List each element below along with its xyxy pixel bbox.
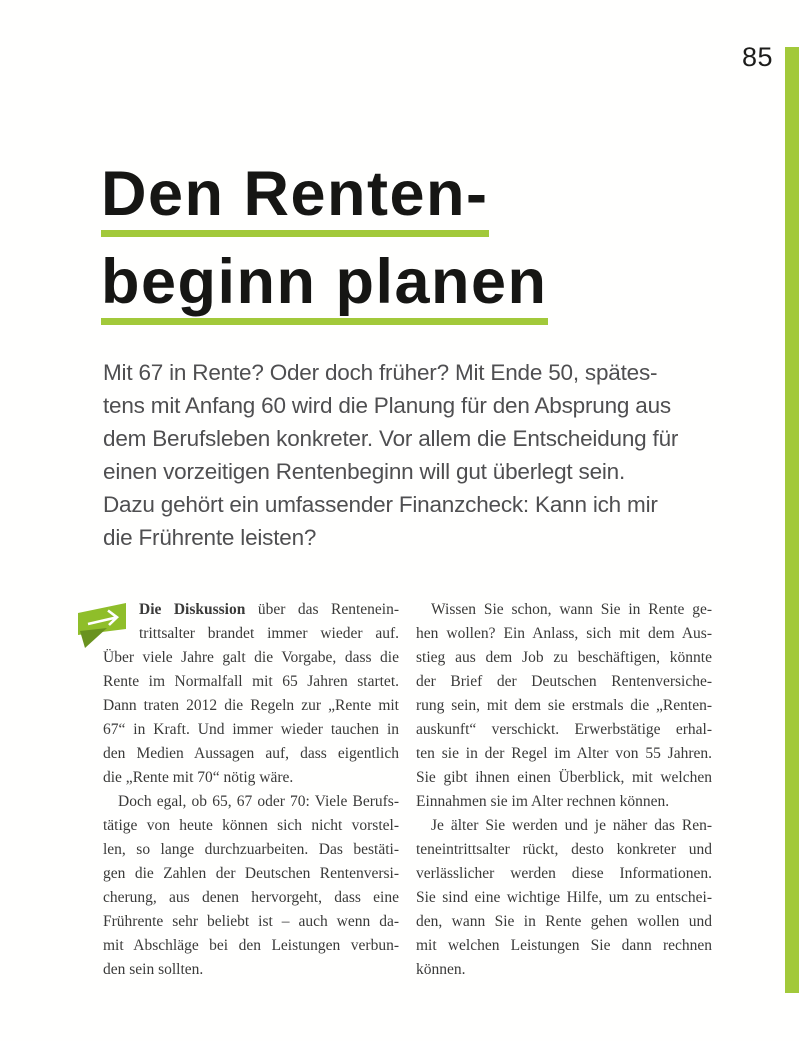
lead-in-bold: Die Diskussion	[139, 601, 246, 618]
body-line: Wissen Sie schon, wann Sie in Rente ge-	[431, 601, 712, 618]
body-line: Einnahmen sie im Alter rechnen können.	[416, 793, 670, 810]
body-line: Doch egal, ob 65, 67 oder 70: Viele Berufs-	[118, 793, 399, 810]
intro-line: Dazu gehört ein umfassender Finanzcheck: Kann ich mir	[103, 492, 658, 517]
body-line: ten sie in der Regel im Alter von 55 Jahren.	[416, 745, 712, 762]
intro-line: dem Berufsleben konkreter. Vor allem die Entscheidung für	[103, 426, 679, 451]
intro-paragraph	[103, 356, 743, 554]
title-line-1: Den Renten-	[101, 163, 489, 237]
body-line: den Medien Aussagen auf, dass eigentlich	[103, 745, 399, 762]
body-line: teneintrittsalter rückt, desto konkreter und	[416, 841, 712, 858]
body-line: trittsalter brandet immer wieder auf.	[139, 625, 399, 642]
body-line: len, so lange durchzuarbeiten. Das bestäti-	[103, 841, 399, 858]
body-column-right	[416, 598, 712, 982]
title-line-2: beginn planen	[101, 251, 548, 325]
body-line: mit Abschläge bei den Leistungen verbun-	[103, 937, 399, 954]
body-line: Rente im Normalfall mit 65 Jahren startet.	[103, 673, 399, 690]
body-line: Frührente sehr beliebt ist – auch wenn da-	[103, 913, 399, 930]
edge-accent-bar	[785, 47, 799, 993]
body-line: Sie gibt ihnen einen Überblick, mit welchen	[416, 769, 712, 786]
body-line	[103, 598, 399, 622]
page-number: 85	[741, 42, 773, 72]
body-line: Über viele Jahre galt die Vorgabe, dass die	[103, 649, 399, 666]
body-line: den, wann Sie in Rente gehen wollen und	[416, 913, 712, 930]
body-line: rung sein, mit dem sie erstmals die „Renten-	[416, 697, 712, 714]
intro-line: Mit 67 in Rente? Oder doch früher? Mit Ende 50, spätes-	[103, 360, 658, 385]
body-line: mit welchen Leistungen Sie dann rechnen	[416, 937, 712, 954]
body-columns	[103, 598, 713, 982]
intro-line: tens mit Anfang 60 wird die Planung für den Absprung aus	[103, 393, 671, 418]
body-line: können.	[416, 961, 466, 978]
body-line: den sein sollten.	[103, 961, 204, 978]
body-line: 67“ in Kraft. Und immer wieder tauchen in	[103, 721, 399, 738]
body-line: verlässlicher werden diese Informationen.	[416, 865, 712, 882]
body-line-text: über das Rentenein-	[245, 601, 399, 618]
body-line: Sie sind eine wichtige Hilfe, um zu entschei-	[416, 889, 712, 906]
body-line: auskunft“ verschickt. Erwerbstätige erhal-	[416, 721, 712, 738]
body-line: der Brief der Deutschen Rentenversiche-	[416, 673, 712, 690]
intro-line: einen vorzeitigen Rentenbeginn will gut überlegt sein.	[103, 459, 626, 484]
arrow-right-flag-icon	[76, 601, 128, 651]
body-column-left	[103, 598, 399, 982]
body-line: Dann traten 2012 die Regeln zur „Rente mit	[103, 697, 399, 714]
intro-line: die Frührente leisten?	[103, 525, 317, 550]
body-line: gen die Zahlen der Deutschen Rentenversi-	[103, 865, 399, 882]
body-line: cherung, aus denen hervorgeht, dass eine	[103, 889, 399, 906]
page-title	[101, 159, 548, 339]
body-line: tätige von heute können sich nicht vorstel-	[103, 817, 399, 834]
body-line: stieg aus dem Job zu beschäftigen, könnte	[416, 649, 712, 666]
body-line: die „Rente mit 70“ nötig wäre.	[103, 769, 294, 786]
body-line: Je älter Sie werden und je näher das Ren-	[431, 817, 712, 834]
body-line: hen wollen? Ein Anlass, sich mit dem Aus-	[416, 625, 712, 642]
